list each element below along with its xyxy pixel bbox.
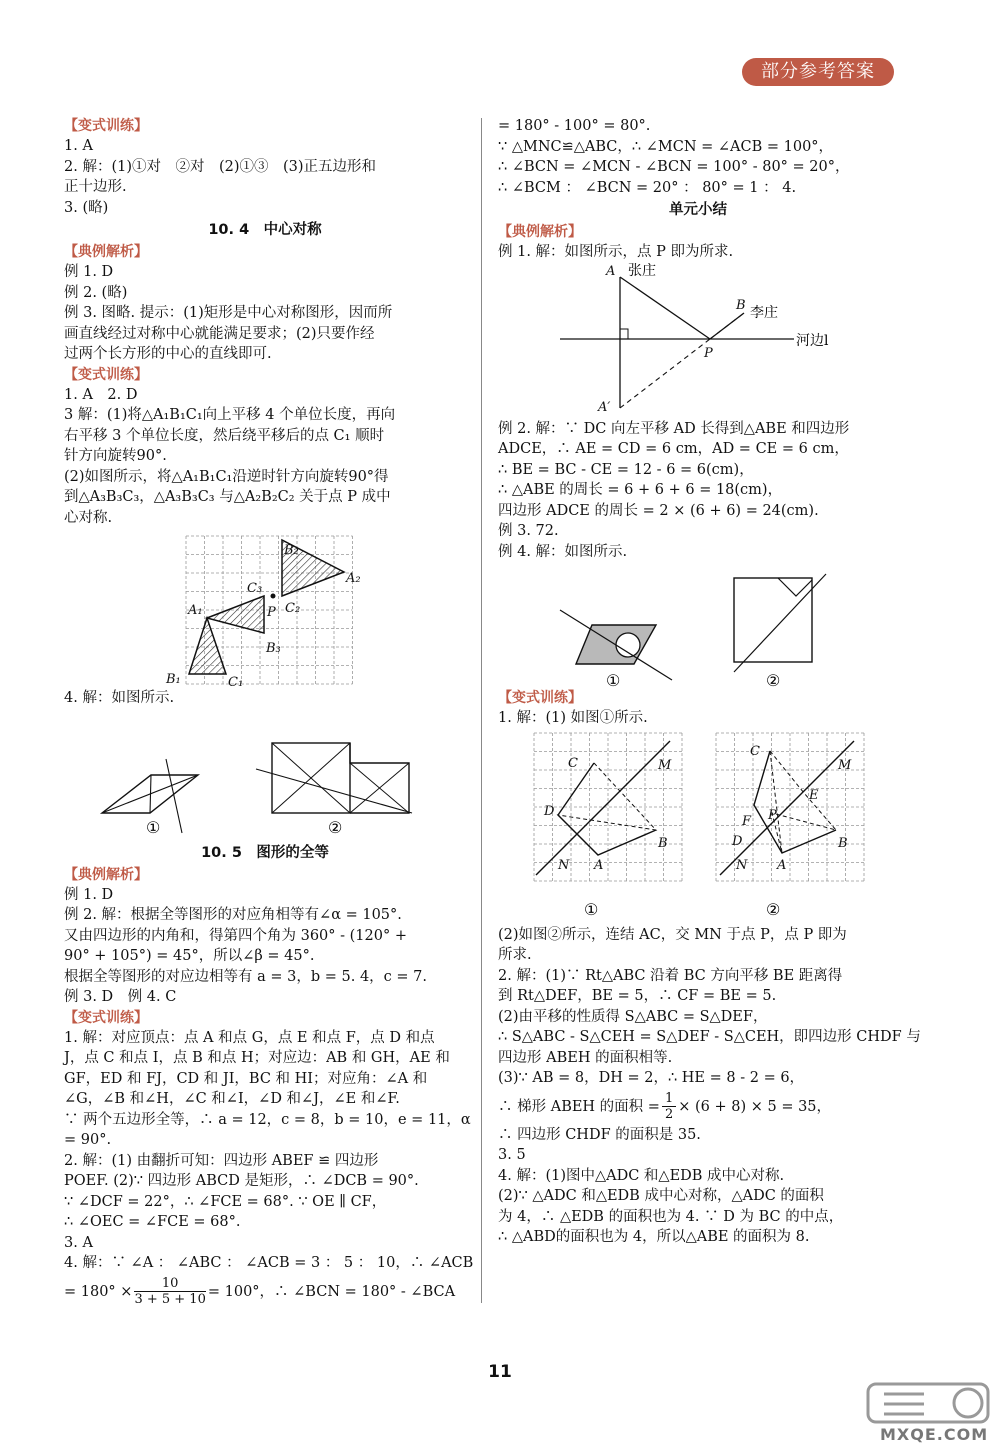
label-c1: C₁ xyxy=(228,675,244,688)
section-heading: 【变式训练】 xyxy=(64,366,148,383)
section-heading: 【变式训练】 xyxy=(498,690,582,706)
triangle-a1b1c1 xyxy=(189,618,226,674)
text-line: 3. 5 xyxy=(498,1147,526,1163)
caption-2: ② xyxy=(766,899,781,919)
grid-1 xyxy=(534,733,682,881)
symmetry-line xyxy=(166,759,182,833)
text-line: = 180° - 100° = 80°. xyxy=(498,118,651,134)
caption-1: ① xyxy=(606,671,621,688)
label-zhangzhuang: 张庄 xyxy=(628,262,656,279)
text-line: 例 2. 解：∵ DC 向左平移 AD 长得到△ABE 和四边形 xyxy=(498,420,850,437)
text-line: 根据全等图形的对应边相等有 a = 3，b = 5. 4，c = 7. xyxy=(64,968,427,985)
notch xyxy=(778,578,812,596)
label-n: N xyxy=(736,857,748,873)
text-line: 正十边形. xyxy=(64,179,127,195)
text-line: ∴ BE = BC - CE = 12 - 6 = 6(cm)， xyxy=(498,461,754,478)
label-a: A xyxy=(594,857,604,873)
text-line: 2. 解：(1)①对 ②对 (2)①③ (3)正五边形和 xyxy=(64,158,377,175)
label-f: F xyxy=(742,813,752,829)
point-p xyxy=(271,594,276,599)
figure-grids-mn xyxy=(498,729,898,925)
label-m: M xyxy=(658,757,672,773)
text-line: 例 3. 72. xyxy=(498,523,559,539)
square-with-notch xyxy=(734,578,812,662)
column-divider xyxy=(481,118,482,1303)
label-b2: B₂ xyxy=(284,543,299,558)
label-a-prime: A′ xyxy=(598,399,611,415)
label-c: C xyxy=(568,755,578,771)
fraction-prefix: = 180° × xyxy=(64,1283,133,1300)
subsection-title: 单元小结 xyxy=(669,202,727,218)
text-line: 右平移 3 个单位长度，然后绕平移后的点 C₁ 顺时 xyxy=(64,427,385,444)
label-p: P xyxy=(768,807,777,823)
label-d: D xyxy=(732,833,743,849)
fraction-numerator: 10 xyxy=(134,1276,205,1292)
label-a1: A₁ xyxy=(188,603,203,618)
section-heading: 【变式训练】 xyxy=(64,1009,148,1026)
segment-ap xyxy=(620,277,710,339)
label-b: B xyxy=(658,835,668,851)
label-b: B xyxy=(838,835,848,851)
label-e: E xyxy=(809,787,819,803)
fraction xyxy=(662,1091,676,1122)
text-line: 到 Rt△DEF，BE = 5，∴ CF = BE = 5. xyxy=(498,988,777,1004)
text-line: 画直线经过对称中心就能满足要求；(2)只要作经 xyxy=(64,325,375,342)
label-c3: C₃ xyxy=(247,581,263,596)
text-line: 1. 解：(1) 如图①所示. xyxy=(498,710,648,726)
dashed-quad xyxy=(558,763,656,855)
text-line: 2. 解：(1) 由翻折可知：四边形 ABEF ≌ 四边形 xyxy=(64,1152,379,1169)
text-line: 3. A xyxy=(64,1234,93,1251)
text-line: ∵ ∠DCF = 22°，∴ ∠FCE = 68°. ∵ OE ∥ CF， xyxy=(64,1193,387,1210)
text-line: 例 3. 图略. 提示：(1)矩形是中心对称图形，因而所 xyxy=(64,305,393,321)
dashed-a-prime-p xyxy=(620,339,710,408)
text-line: 4. 解：∵ ∠A ： ∠ABC ： ∠ACB = 3 ： 5 ： 10，∴ ∠ACB xyxy=(64,1255,474,1271)
text-line-fraction xyxy=(498,1089,898,1125)
bisect-line xyxy=(560,610,672,680)
right-angle-mark xyxy=(620,329,628,339)
label-b1: B₁ xyxy=(166,672,181,687)
text-line: 例 1. D xyxy=(64,264,114,280)
label-b3: B₃ xyxy=(266,641,281,656)
fraction-suffix: × (6 + 8) × 5 = 35， xyxy=(678,1098,832,1115)
text-line: GF，ED 和 FJ，CD 和 JI，BC 和 HI；对应角：∠A 和 xyxy=(64,1070,428,1087)
text-line: ∴ 四边形 CHDF 的面积是 35. xyxy=(498,1126,701,1143)
caption-1: ① xyxy=(146,817,161,837)
text-line: 例 2. 解：根据全等图形的对应角相等有∠α = 105°. xyxy=(64,907,402,923)
text-line: (2)如图所示，将△A₁B₁C₁沿逆时针方向旋转90°得 xyxy=(64,468,389,485)
triangle-a3b3c3 xyxy=(207,596,264,633)
right-column xyxy=(498,116,921,1248)
watermark-text: MXQE.COM xyxy=(880,1425,989,1444)
dashed-ac xyxy=(770,751,782,853)
text-line: 四边形 ABEH 的面积相等. xyxy=(498,1049,673,1066)
figure-shapes-center-symmetry xyxy=(64,709,466,841)
label-river: 河边l xyxy=(796,332,829,349)
text-line: J，点 C 和点 I，点 B 和点 H；对应边：AB 和 GH，AE 和 xyxy=(64,1050,450,1066)
text-line: 3 解：(1)将△A₁B₁C₁向上平移 4 个单位长度，再向 xyxy=(64,407,396,423)
text-line: ∴ S△ABC - S△CEH = S△DEF - S△CEH，即四边形 CHDF 与 xyxy=(498,1029,921,1045)
text-line: (2)∵ △ADC 和△EDB 成中心对称，△ADC 的面积 xyxy=(498,1188,824,1204)
text-line: 过两个长方形的中心的直线即可. xyxy=(64,346,272,362)
text-line: = 90°. xyxy=(64,1132,112,1148)
text-line: ∴ △ABD的面积也为 4，所以△ABE 的面积为 8. xyxy=(498,1229,810,1245)
polyline-cdab xyxy=(558,763,656,855)
text-line: 1. A xyxy=(64,138,93,154)
label-d: D xyxy=(544,803,555,819)
circle-hole xyxy=(616,633,640,657)
figure-river-shortest-path xyxy=(498,263,898,419)
label-m: M xyxy=(838,757,852,773)
text-line: 又由四边形的内角和，得第四个角为 360° - (120° + xyxy=(64,927,407,944)
label-a: A xyxy=(606,263,616,279)
text-line: 例 1. 解：如图所示，点 P 即为所求. xyxy=(498,244,734,260)
text-line: 4. 解：如图所示. xyxy=(64,690,175,706)
text-line: ∴ ∠OEC = ∠FCE = 68°. xyxy=(64,1214,241,1230)
section-heading: 【典例解析】 xyxy=(498,224,582,240)
text-line: 到△A₃B₃C₃，△A₃B₃C₃ 与△A₂B₂C₂ 关于点 P 成中 xyxy=(64,489,391,505)
text-line: ∴ ∠BCN = ∠MCN - ∠BCN = 100° - 80° = 20°， xyxy=(498,159,850,175)
line-mn xyxy=(536,741,670,875)
subsection-title: 10. 5 图形的全等 xyxy=(201,844,329,861)
text-line: POEF. (2)∵ 四边形 ABCD 是矩形，∴ ∠DCB = 90°. xyxy=(64,1173,419,1189)
text-line: ∴ △ABE 的周长 = 6 + 6 + 6 = 18(cm)， xyxy=(498,482,783,498)
text-line: (2)由平移的性质得 S△ABC = S△DEF， xyxy=(498,1008,768,1025)
text-line: 为 4，∴ △EDB 的面积也为 4. ∵ D 为 BC 的中点， xyxy=(498,1208,844,1225)
polyline-cdab xyxy=(754,751,836,853)
section-badge: 部分参考答案 xyxy=(742,58,894,86)
text-line: 3. (略) xyxy=(64,199,109,216)
fraction-prefix: ∴ 梯形 ABEH 的面积 = xyxy=(498,1098,660,1115)
fraction-denominator: 3 + 5 + 10 xyxy=(134,1292,206,1307)
text-line: 4. 解：(1)图中△ADC 和△EDB 成中心对称. xyxy=(498,1167,785,1184)
text-line: 例 2. (略) xyxy=(64,284,128,301)
text-line: 心对称. xyxy=(64,509,113,526)
text-line: ∵ △MNC≌△ABC，∴ ∠MCN = ∠ACB = 100°， xyxy=(498,138,834,155)
text-line: 2. 解：(1)∵ Rt△ABC 沿着 BC 方向平移 BE 距离得 xyxy=(498,967,843,984)
text-line: 1. 解：对应顶点：点 A 和点 G，点 E 和点 F，点 D 和点 xyxy=(64,1029,435,1046)
label-p: P xyxy=(704,345,713,361)
fraction-suffix: = 100°，∴ ∠BCN = 180° - ∠BCA xyxy=(207,1283,456,1300)
section-heading: 【变式训练】 xyxy=(64,118,148,134)
fraction-denominator: 2 xyxy=(664,1107,674,1122)
text-line: (3)∵ AB = 8，DH = 2，∴ HE = 8 - 2 = 6， xyxy=(498,1070,805,1086)
subsection-title: 10. 4 中心对称 xyxy=(208,222,322,238)
text-line: 1. A 2. D xyxy=(64,386,138,403)
text-line: 针方向旋转90°. xyxy=(64,448,167,464)
text-line: ∵ 两个五边形全等，∴ a = 12，c = 8，b = 10，e = 11，α xyxy=(64,1111,471,1128)
figure-shapes-bisect xyxy=(498,562,898,688)
text-line: (2)如图②所示，连结 AC，交 MN 于点 P，点 P 即为 xyxy=(498,926,847,943)
caption-2: ② xyxy=(766,671,781,688)
text-line: ADCE，∴ AE = CD = 6 cm，AD = CE = 6 cm， xyxy=(498,441,849,457)
figure-grid-rotation xyxy=(64,528,466,688)
rectangle-right xyxy=(350,743,409,813)
text-line: 例 3. D 例 4. C xyxy=(64,989,177,1005)
page-number: 11 xyxy=(488,1362,512,1382)
text-line-fraction xyxy=(64,1274,466,1310)
text-line: 例 1. D xyxy=(64,886,114,903)
label-lizhuang: 李庄 xyxy=(750,304,778,321)
label-n: N xyxy=(558,857,570,873)
caption-2: ② xyxy=(328,817,343,837)
section-heading: 【典例解析】 xyxy=(64,244,148,260)
text-line: 90° + 105°) = 45°，所以∠β = 45°. xyxy=(64,948,315,964)
label-b: B xyxy=(736,297,746,313)
fraction xyxy=(134,1276,205,1307)
label-c2: C₂ xyxy=(285,601,301,616)
label-p: P xyxy=(267,605,276,620)
text-line: 所求. xyxy=(498,947,532,963)
diagonal xyxy=(150,775,151,813)
label-a: A xyxy=(777,857,787,873)
text-line: 例 4. 解：如图所示. xyxy=(498,543,628,560)
fraction-numerator: 1 xyxy=(662,1091,676,1107)
label-a2: A₂ xyxy=(346,571,361,586)
text-line: ∠G，∠B 和∠H，∠C 和∠I，∠D 和∠J，∠E 和∠F. xyxy=(64,1091,400,1107)
caption-1: ① xyxy=(584,899,599,919)
text-line: 四边形 ADCE 的周长 = 2 × (6 + 6) = 24(cm). xyxy=(498,502,819,519)
left-column xyxy=(64,116,474,1310)
label-c: C xyxy=(750,743,760,759)
text-line: ∴ ∠BCM ： ∠BCN = 20° ： 80° = 1 ： 4. xyxy=(498,179,797,196)
section-heading: 【典例解析】 xyxy=(64,866,148,883)
line-mn xyxy=(720,741,854,875)
